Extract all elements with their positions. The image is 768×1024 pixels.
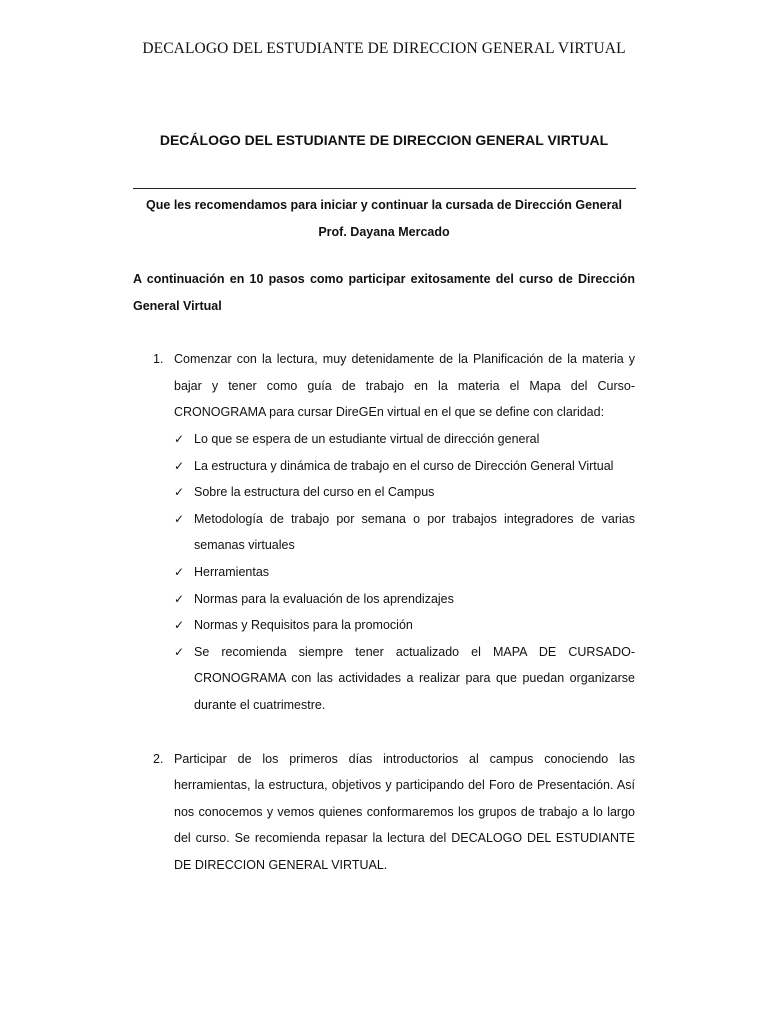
document-title: DECÁLOGO DEL ESTUDIANTE DE DIRECCION GENERAL VIRTUAL: [159, 132, 609, 148]
intro-paragraph: A continuación en 10 pasos como participar exitosamente del curso de Dirección General Virtual: [133, 272, 635, 313]
checklist-item: [174, 453, 635, 480]
checklist-item-text: Sobre la estructura del curso en el Campus: [194, 485, 435, 500]
checkmark-icon: ✓: [174, 485, 185, 500]
steps-list: [133, 346, 635, 878]
title-divider: [133, 188, 636, 189]
checklist-item-text: Lo que se espera de un estudiante virtual de dirección general: [194, 431, 540, 446]
checklist: [174, 426, 635, 719]
checkmark-icon: ✓: [174, 591, 185, 606]
checklist-item: [174, 506, 635, 559]
checkmark-icon: ✓: [174, 644, 185, 659]
step-2: [133, 746, 635, 879]
checklist-item-text: Herramientas: [194, 564, 270, 579]
author-line: Prof. Dayana Mercado: [318, 225, 450, 239]
checklist-item-text: Normas para la evaluación de los aprendizajes: [194, 591, 454, 606]
checklist-item: [174, 586, 635, 613]
checklist-item: [174, 426, 635, 453]
step-1: [133, 346, 635, 745]
checklist-item-text: Normas y Requisitos para la promoción: [194, 618, 413, 633]
checkmark-icon: ✓: [174, 618, 185, 633]
checklist-item-text: La estructura y dinámica de trabajo en el curso de Dirección General Virtual: [194, 458, 614, 473]
step-number: 1.: [153, 352, 164, 367]
subtitle-line: Que les recomendamos para iniciar y continuar la cursada de Dirección General: [146, 198, 622, 212]
checkmark-icon: ✓: [174, 431, 185, 446]
checkmark-icon: ✓: [174, 511, 185, 526]
checklist-item: [174, 639, 635, 719]
checklist-item: [174, 612, 635, 639]
checklist-item: [174, 479, 635, 506]
checklist-item: [174, 559, 635, 586]
document-body: [133, 266, 635, 878]
checklist-item-text: Se recomienda siempre tener actualizado el MAPA DE CURSADO-CRONOGRAMA con las actividades a realizar para que puedan organizarse durante el cuatrimestre.: [194, 644, 635, 712]
step-number: 2.: [153, 751, 164, 766]
subtitle-block: [0, 192, 768, 246]
step-text: Comenzar con la lectura, muy detenidamente de la Planificación de la materia y bajar y tener como guía de trabajo en la materia el Mapa del Curso-CRONOGRAMA para cursar DireGEn virtual en el que se define con claridad:: [174, 352, 635, 420]
spacer: [174, 719, 635, 746]
checklist-item-text: Metodología de trabajo por semana o por trabajos integradores de varias semanas virtuales: [194, 511, 635, 553]
checkmark-icon: ✓: [174, 458, 185, 473]
page-header: DECALOGO DEL ESTUDIANTE DE DIRECCION GENERAL VIRTUAL: [142, 40, 626, 57]
step-text: Participar de los primeros días introductorios al campus conociendo las herramientas, la estructura, objetivos y participando del Foro de Presentación. Así nos conocemos y vemos quienes conformaremos los grupos de trabajo a lo largo del curso. Se recomienda repasar la lectura del DECALOGO DEL ESTUDIANTE DE DIRECCION GENERAL VIRTUAL.: [174, 751, 635, 872]
checkmark-icon: ✓: [174, 564, 185, 579]
